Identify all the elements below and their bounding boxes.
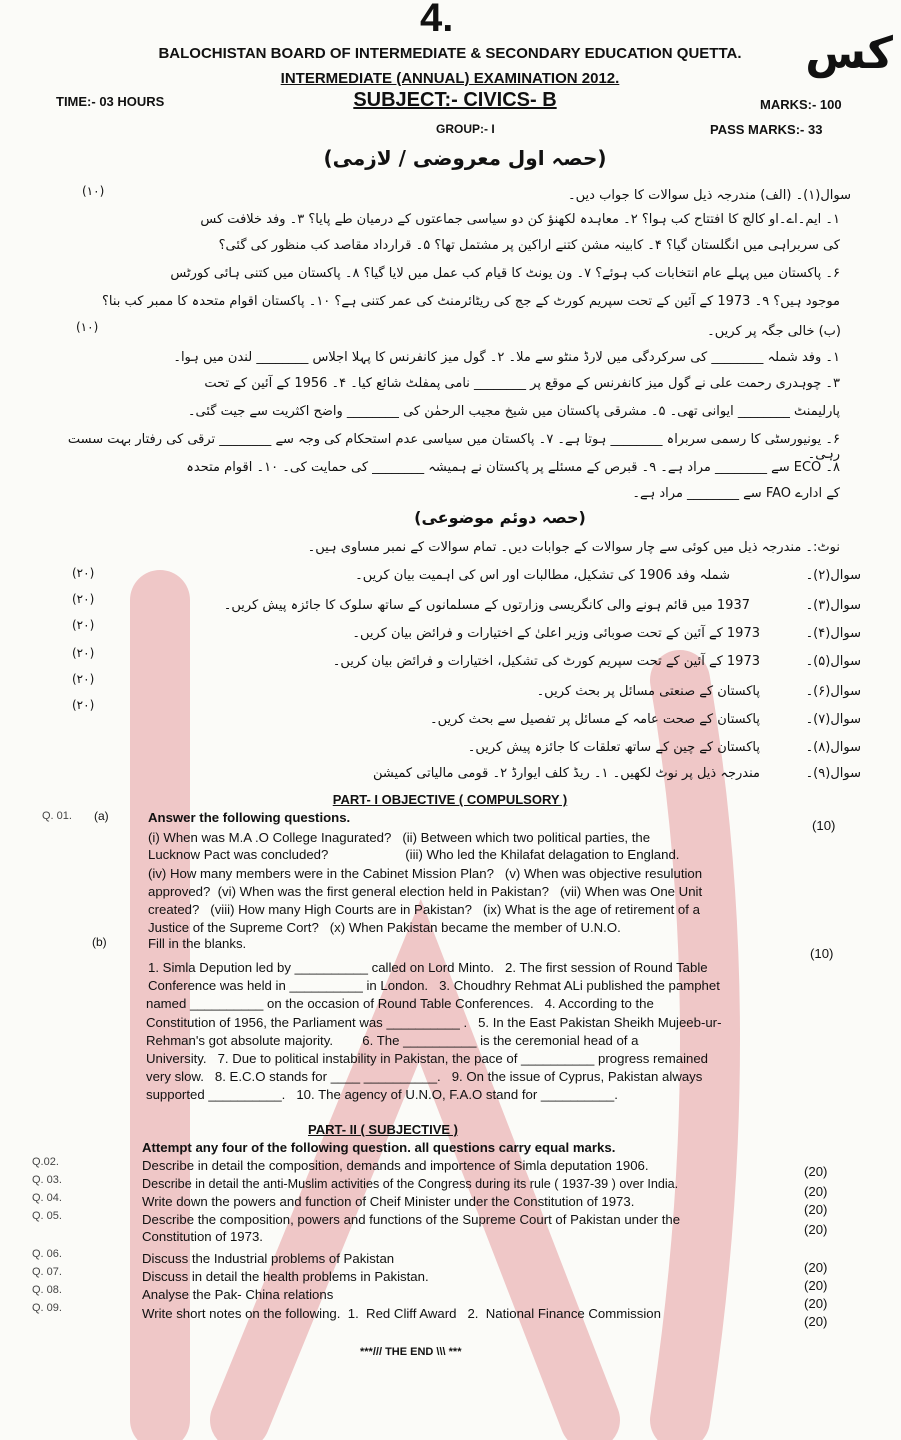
urdu-q1a-line: موجود ہیں؟ ۹۔ 1973 کے آئین کے تحت سپریم کورٹ کے جج کی ریٹائرمنٹ کی عمر کتنی ہے؟ ۱۰۔ پاکستان اقوام متحدہ کا ممبر کب بنا؟ <box>101 294 840 309</box>
question-number: Q. 06. <box>32 1248 62 1260</box>
q1b-line: supported __________. 10. The agency of U.N.O, F.A.O stand for __________. <box>146 1087 618 1102</box>
part2-note: Attempt any four of the following question. all questions carry equal marks. <box>142 1140 616 1155</box>
urdu-q1b-line: کے ادارے FAO سے ________ مراد ہے۔ <box>632 486 840 501</box>
urdu-question-text: پاکستان کے صنعتی مسائل پر بحث کریں۔ <box>536 684 760 699</box>
q1b-label: (b) <box>92 935 107 949</box>
urdu-question-text: 1937 میں قائم ہونے والی کانگریسی وزارتوں کے مسلمانوں کے ساتھ سلوک کا جائزہ پیش کریں۔ <box>223 598 750 613</box>
q1a-label: (a) <box>94 809 109 823</box>
question-text: Discuss in detail the health problems in Pakistan. <box>142 1269 429 1284</box>
question-number: Q. 05. <box>32 1210 62 1222</box>
question-text: Describe in detail the composition, demands and importence of Simla deputation 1906. <box>142 1158 649 1173</box>
total-marks: MARKS:- 100 <box>760 97 842 112</box>
question-text: Describe the composition, powers and functions of the Supreme Court of Pakistan under the <box>142 1212 681 1227</box>
board-name: BALOCHISTAN BOARD OF INTERMEDIATE & SECONDARY EDUCATION QUETTA. <box>158 45 742 62</box>
question-text: Discuss the Industrial problems of Pakistan <box>142 1251 395 1266</box>
question-number: Q.02. <box>32 1156 59 1168</box>
question-number: Q. 09. <box>32 1302 62 1314</box>
question-text: Describe in detail the anti-Muslim activities of the Congress during its rule ( 1937-39 ) over India. <box>142 1177 679 1191</box>
urdu-q1a-line: ۱۔ ایم۔اے۔او کالج کا افتتاح کب ہوا؟ ۲۔ معاہدہ لکھنؤ کن دو سیاسی جماعتوں کے درمیان طے پایا؟ ۳۔ وفد خلافت کس <box>200 212 840 227</box>
question-number: Q. 03. <box>32 1174 62 1186</box>
q1a-line: Justice of the Supreme Cort? (x) When Pakistan became the member of U.N.O. <box>148 920 621 935</box>
urdu-part1-title: (حصہ اول معروضی / لازمی) <box>323 146 607 170</box>
urdu-q1b-line: ۳۔ چوہدری رحمت علی نے گول میز کانفرنس کے موقع پر ________ نامی پمفلٹ شائع کیا۔ ۴۔ 1956 کے آئین کے تحت <box>204 376 840 391</box>
q1b-line: named __________ on the occasion of Round Table Conferences. 4. According to the <box>146 996 654 1011</box>
urdu-question-number: سوال(۷)۔ <box>805 712 861 727</box>
urdu-question-marks: (۲۰) <box>72 618 95 632</box>
question-text: Analyse the Pak- China relations <box>142 1287 334 1302</box>
urdu-part2-title: (حصہ دوئم موضوعی) <box>414 508 586 527</box>
q1b-line: Constitution of 1956, the Parliament was __________ . 5. In the East Pakistan Sheikh Mujeeb-ur- <box>146 1015 722 1030</box>
q1b-line: 1. Simla Depution led by __________ called on Lord Minto. 2. The first session of Round Table <box>148 960 708 975</box>
urdu-question-marks: (۲۰) <box>72 646 95 660</box>
q1b-marks: (10) <box>810 946 834 961</box>
exam-time: TIME:- 03 HOURS <box>56 94 165 109</box>
exam-title: INTERMEDIATE (ANNUAL) EXAMINATION 2012. <box>280 70 620 87</box>
question-text-continued: Constitution of 1973. <box>142 1229 263 1244</box>
question-marks: (20) <box>804 1314 828 1329</box>
question-marks: (20) <box>804 1184 828 1199</box>
question-marks: (20) <box>804 1202 828 1217</box>
question-marks: (20) <box>804 1164 828 1179</box>
q1a-line: created? (viii) How many High Courts are in Pakistan? (ix) What is the age of retirement of a <box>148 902 700 917</box>
q1a-line: approved? (vi) When was the first general election held in Pakistan? (vii) When was One Unit <box>148 884 703 899</box>
question-text: Write short notes on the following. 1. Red Cliff Award 2. National Finance Commission <box>142 1306 661 1321</box>
question-text: Write down the powers and function of Cheif Minister under the Constitution of 1973. <box>142 1194 635 1209</box>
urdu-q1a-line: کی سربراہی میں انگلستان گیا؟ ۴۔ کابینہ مشن کتنے اراکین پر مشتمل تھا؟ ۵۔ قرارداد مقاصد کب منظور کی گئی؟ <box>218 238 840 253</box>
urdu-question-text: 1973 کے آئین کے تحت صوبائی وزیر اعلیٰ کے اختیارات و فرائض بیان کریں۔ <box>352 626 760 641</box>
urdu-question-text: شملہ وفد 1906 کی تشکیل، مطالبات اور اس کی اہمیت بیان کریں۔ <box>355 568 730 583</box>
urdu-question-number: سوال(۵)۔ <box>805 654 861 669</box>
q1b-line: Rehman's got absolute majority. 6. The __________ is the ceremonial head of a <box>146 1033 639 1048</box>
urdu-question-marks: (۲۰) <box>72 698 95 712</box>
corner-urdu-text: کس <box>805 28 893 79</box>
urdu-question-marks: (۲۰) <box>72 592 95 606</box>
q1b-heading: Fill in the blanks. <box>148 936 247 951</box>
q1a-line: (i) When was M.A .O College Inagurated? (ii) Between which two political parties, the <box>148 830 651 845</box>
urdu-question-number: سوال(۸)۔ <box>805 740 861 755</box>
urdu-q1b-line: ۱۔ وفد شملہ ________ کی سرکردگی میں لارڈ منٹو سے ملا۔ ۲۔ گول میز کانفرنس کا پہلا اجلاس ________ لندن میں ہوا۔ <box>173 350 840 365</box>
q1a-line: Lucknow Pact was concluded? (iii) Who led the Khilafat delagation to England. <box>148 847 680 862</box>
question-number: Q. 07. <box>32 1266 62 1278</box>
urdu-question-number: سوال(۹)۔ <box>805 766 861 781</box>
q1-number: Q. 01. <box>42 810 72 822</box>
urdu-question-text: 1973 کے آئین کے تحت سپریم کورٹ کی تشکیل، اختیارات و فرائض بیان کریں۔ <box>332 654 760 669</box>
question-marks: (20) <box>804 1260 828 1275</box>
q1b-line: University. 7. Due to political instability in Pakistan, the pace of __________ progress remained <box>146 1051 709 1066</box>
q1a-heading: Answer the following questions. <box>148 810 351 825</box>
urdu-q1b-marks: (۱۰) <box>76 320 99 334</box>
urdu-question-number: سوال(۲)۔ <box>805 568 861 583</box>
pass-marks: PASS MARKS:- 33 <box>710 122 823 137</box>
q1a-marks: (10) <box>812 818 836 833</box>
the-end: ***/// THE END \\\ *** <box>360 1346 462 1358</box>
urdu-part2-note: نوٹ:۔ مندرجہ ذیل میں کوئی سے چار سوالات کے جوابات دیں۔ تمام سوالات کے نمبر مساوی ہیں۔ <box>307 540 840 555</box>
urdu-question-text: پاکستان کے صحت عامہ کے مسائل پر تفصیل سے بحث کریں۔ <box>429 712 760 727</box>
question-marks: (20) <box>804 1222 828 1237</box>
urdu-question-text: پاکستان کے چین کے ساتھ تعلقات کا جائزہ پیش کریں۔ <box>467 740 760 755</box>
part1-title: PART- I OBJECTIVE ( COMPULSORY ) <box>332 792 568 807</box>
urdu-q1a-intro: سوال(۱)۔ (الف) مندرجہ ذیل سوالات کا جواب دیں۔ <box>568 188 851 203</box>
question-marks: (20) <box>804 1278 828 1293</box>
question-number: Q. 08. <box>32 1284 62 1296</box>
question-marks: (20) <box>804 1296 828 1311</box>
urdu-q1a-line: ۶۔ پاکستان میں پہلے عام انتخابات کب ہوئے؟ ۷۔ ون یونٹ کا قیام کب عمل میں لایا گیا؟ ۸۔ پاکستان میں کتنی ہائی کورٹس <box>170 266 840 281</box>
urdu-question-marks: (۲۰) <box>72 672 95 686</box>
urdu-q1b-intro: (ب) خالی جگہ پر کریں۔ <box>707 324 841 339</box>
urdu-q1b-line: ۸۔ ECO سے ________ مراد ہے۔ ۹۔ قبرص کے مسئلے پر پاکستان نے ہمیشہ ________ کی حمایت کی۔ ۱۰۔ اقوام متحدہ <box>186 460 840 475</box>
subject-title: SUBJECT:- CIVICS- B <box>353 89 557 111</box>
q1b-line: very slow. 8. E.C.O stands for ____ __________. 9. On the issue of Cyprus, Pakistan always <box>146 1069 703 1084</box>
part2-title: PART- II ( SUBJECTIVE ) <box>308 1122 458 1137</box>
q1b-line: Conference was held in __________ in London. 3. Choudhry Rehmat ALi published the pamphet <box>148 978 720 993</box>
urdu-question-number: سوال(۳)۔ <box>805 598 861 613</box>
top-mark: 4. <box>420 0 454 40</box>
urdu-question-marks: (۲۰) <box>72 566 95 580</box>
urdu-question-text: مندرجہ ذیل پر نوٹ لکھیں۔ ۱۔ ریڈ کلف ایوارڈ ۲۔ قومی مالیاتی کمیشن <box>372 766 760 781</box>
urdu-question-number: سوال(۶)۔ <box>805 684 861 699</box>
urdu-q1b-line: ۶۔ یونیورسٹی کا رسمی سربراہ ________ ہوتا ہے۔ ۷۔ پاکستان میں سیاسی عدم استحکام کی وجہ سے ________ ترقی کی رفتار بہت سست رہی۔ <box>67 432 840 462</box>
question-number: Q. 04. <box>32 1192 62 1204</box>
group-label: GROUP:- I <box>436 122 495 136</box>
urdu-q1a-marks: (۱۰) <box>82 184 105 198</box>
urdu-question-number: سوال(۴)۔ <box>805 626 861 641</box>
urdu-q1b-line: پارلیمنٹ ________ ایوانی تھی۔ ۵۔ مشرقی پاکستان میں شیخ مجیب الرحمٰن کی ________ واضح اکثریت سے جیت گئی۔ <box>187 404 840 419</box>
q1a-line: (iv) How many members were in the Cabinet Mission Plan? (v) When was objective resulution <box>148 866 703 881</box>
